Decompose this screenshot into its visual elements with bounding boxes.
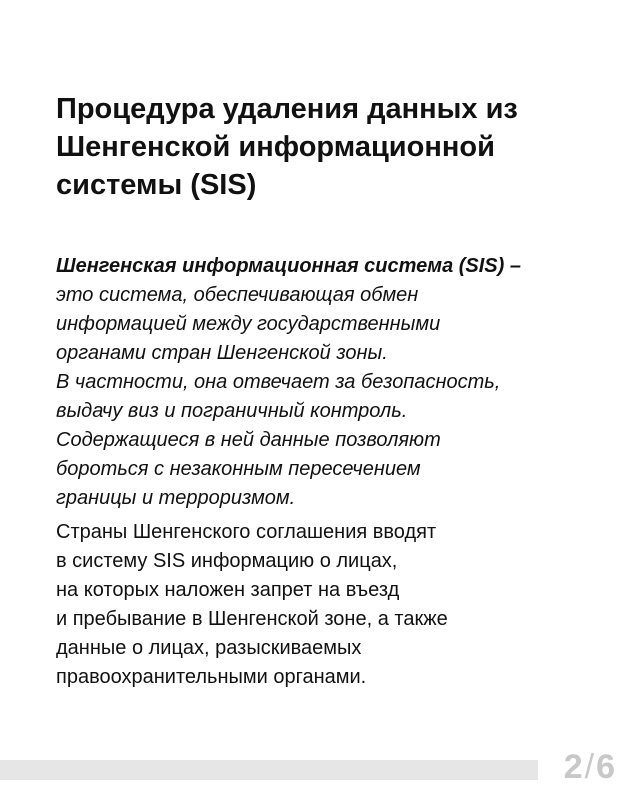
intro-paragraph [56, 252, 616, 513]
intro-line: бороться с незаконным пересечением [56, 458, 421, 480]
intro-lead: Шенгенская информационная система (SIS) – [56, 255, 521, 277]
intro-line: информацией между государственными [56, 313, 441, 335]
body-line: правоохранительными органами. [56, 666, 367, 688]
body-line: данные о лицах, разыскиваемых [56, 637, 362, 659]
page-counter [564, 748, 616, 787]
page-title [56, 90, 596, 204]
body-line: в систему SIS информацию о лицах, [56, 550, 398, 572]
intro-line: выдачу виз и пограничный контроль. [56, 400, 408, 422]
intro-line: это система, обеспечивающая обмен [56, 284, 419, 306]
intro-line: Содержащиеся в ней данные позволяют [56, 429, 441, 451]
title-line: Процедура удаления данных из [56, 93, 518, 125]
page-current: 2 [563, 748, 584, 786]
page-separator: / [584, 748, 596, 786]
title-line: системы (SIS) [56, 169, 257, 201]
page-total: 6 [596, 748, 616, 786]
intro-line: границы и терроризмом. [56, 487, 296, 509]
slide-progress-fill [0, 760, 179, 780]
title-line: Шенгенской информационной [56, 131, 495, 163]
slide-progress-bar [0, 760, 538, 780]
body-line: на которых наложен запрет на въезд [56, 579, 400, 601]
intro-line: В частности, она отвечает за безопасность, [56, 371, 501, 393]
intro-line: органами стран Шенгенской зоны. [56, 342, 388, 364]
body-line: Страны Шенгенского соглашения вводят [56, 521, 437, 543]
body-line: и пребывание в Шенгенской зоне, а также [56, 608, 448, 630]
body-paragraph [56, 518, 616, 692]
